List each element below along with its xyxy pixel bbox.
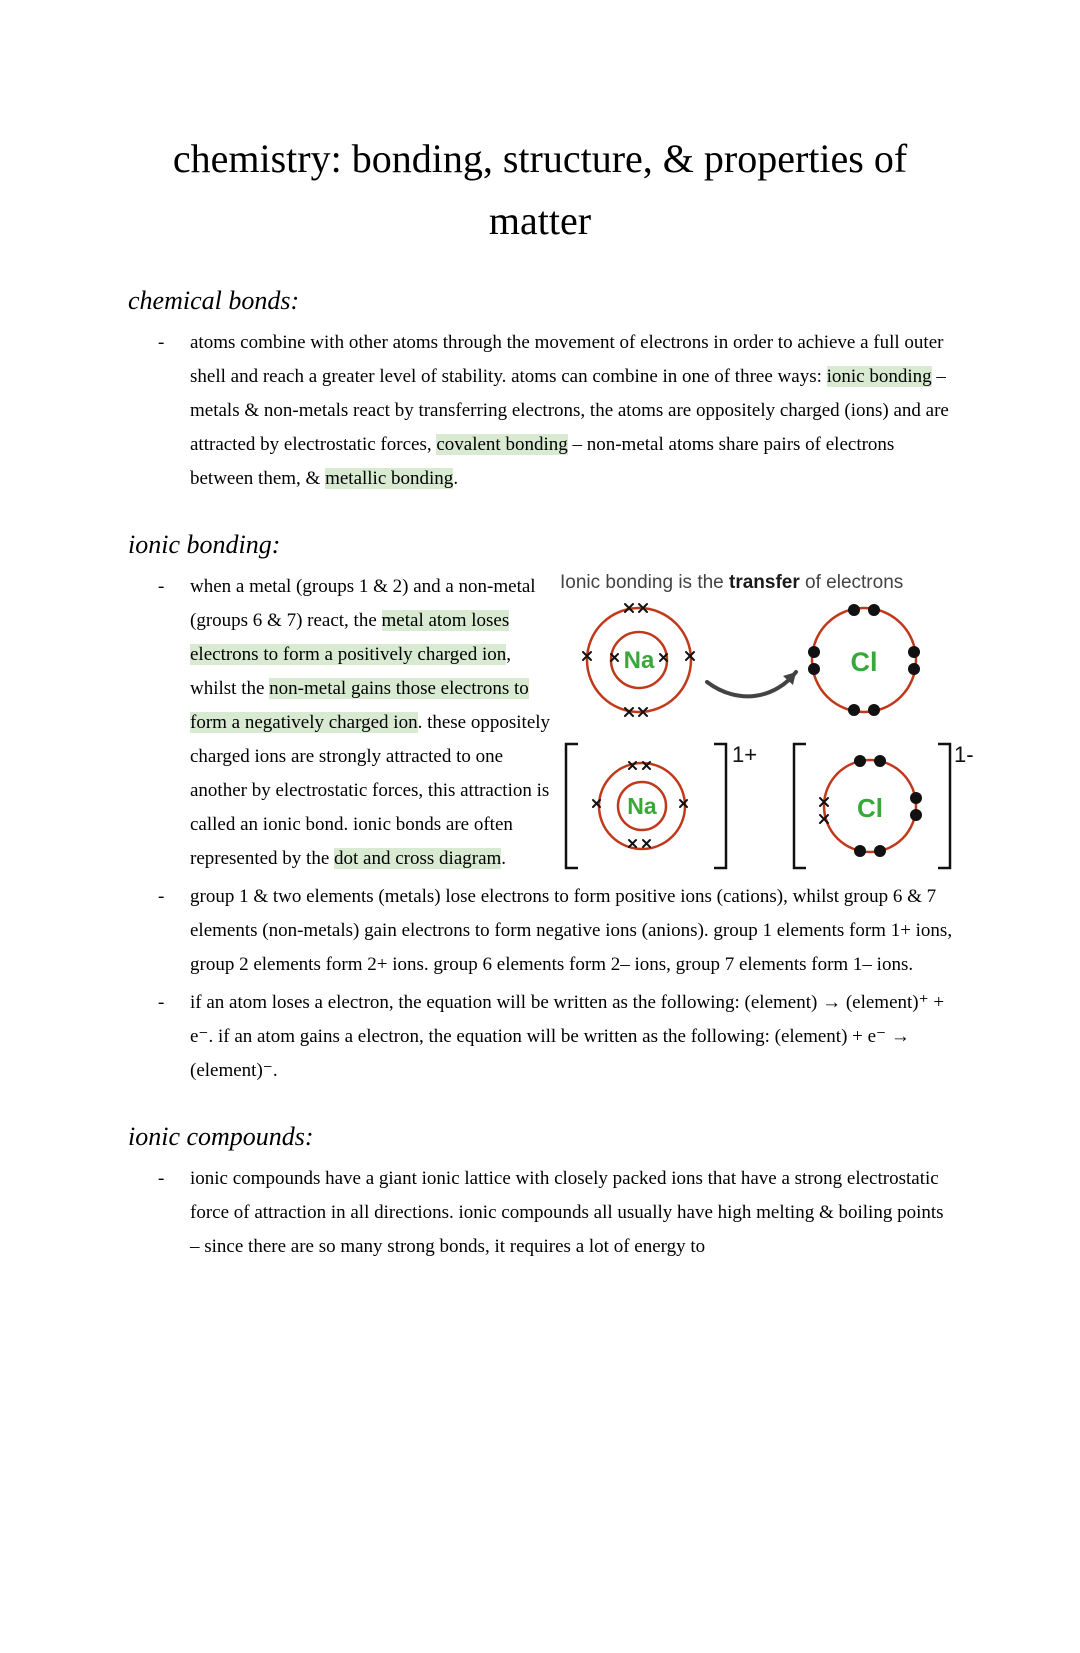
na-ion-bracket [566,742,757,868]
cl-ion-charge: 1- [954,742,974,767]
bullet-dash: - [158,1168,165,1189]
svg-text:Cl: Cl [850,647,878,677]
bullet-dash: - [158,332,165,353]
bullet-text: group 1 & two elements (metals) lose electrons to form positive ions (cations), whilst group 6 & 7 elements (non-metals) gain electrons to form negative ions (anions). group 1 elements form 1+ ions, group 2 elements form 2+ ions. group 6 elements form 2– ions, group 7 elements form 1– ions. [190,886,953,975]
bullet-text: atoms combine with other atoms through the movement of electrons in order to achieve a full outer shell and reach a greater level of stability. atoms can combine in one of three ways: ionic bonding – metals & non-metals react by transferring electrons, the atoms are oppositely charged (ions) and are attracted by electrostatic forces, covalent bonding – non-metal atoms share pairs of electrons between them, & metallic bonding. [190,332,949,489]
section-ionic-compounds [0,1122,1080,1264]
na-ion-charge: 1+ [732,742,758,767]
svg-text:Cl: Cl [857,793,883,823]
bullet-dash: - [158,886,165,907]
figure-caption-post: of electrons [799,572,904,593]
list-item [158,880,955,982]
bullet-dash: - [158,576,165,597]
bullet-text: if an atom loses a electron, the equation will be written as the following: (element) → (element)⁺ + e⁻. if an atom gains a electron, the equation will be written as the following: (element) + e⁻ → (element)⁻. [190,992,945,1081]
bullet-dash: - [158,992,165,1013]
page-title: chemistry: bonding, structure, & properties of matter [172,136,908,243]
section-ionic-bonding [0,530,1080,1088]
bullet-text: ionic compounds have a giant ionic lattice with closely packed ions that have a strong electrostatic force of attraction in all directions. ionic compounds all usually have high melting & boiling points – since there are so many strong bonds, it requires a lot of energy to [190,1168,944,1257]
svg-text:Na: Na [627,793,657,819]
section-chemical-bonds [0,286,1080,496]
list-item [158,1162,955,1264]
figure-caption [560,572,903,594]
dot-and-cross-diagram [564,572,976,872]
na-atom-top [583,604,694,716]
section-heading: ionic compounds: [128,1122,314,1151]
list-item [158,986,955,1088]
ionic-bonding-figure [560,572,976,872]
transfer-arrow [707,672,796,696]
document-page [0,128,1080,1653]
bullet-text: when a metal (groups 1 & 2) and a non-metal (groups 6 & 7) react, the metal atom loses electrons to form a positively charged ion, whilst the non-metal gains those electrons to form a negatively charged ion. these oppositely charged ions are strongly attracted to one another by electrostatic forces, this attraction is called an ionic bond. ionic bonds are often represented by the dot and cross diagram. [190,576,551,869]
cl-atom-top [808,604,920,716]
section-heading: ionic bonding: [128,530,281,559]
svg-text:Na: Na [623,647,655,674]
cl-ion-bracket [794,742,974,868]
figure-caption-pre: Ionic bonding is the [560,572,730,593]
section-heading: chemical bonds: [128,286,300,315]
figure-caption-bold: transfer [729,572,800,593]
list-item [158,326,955,496]
